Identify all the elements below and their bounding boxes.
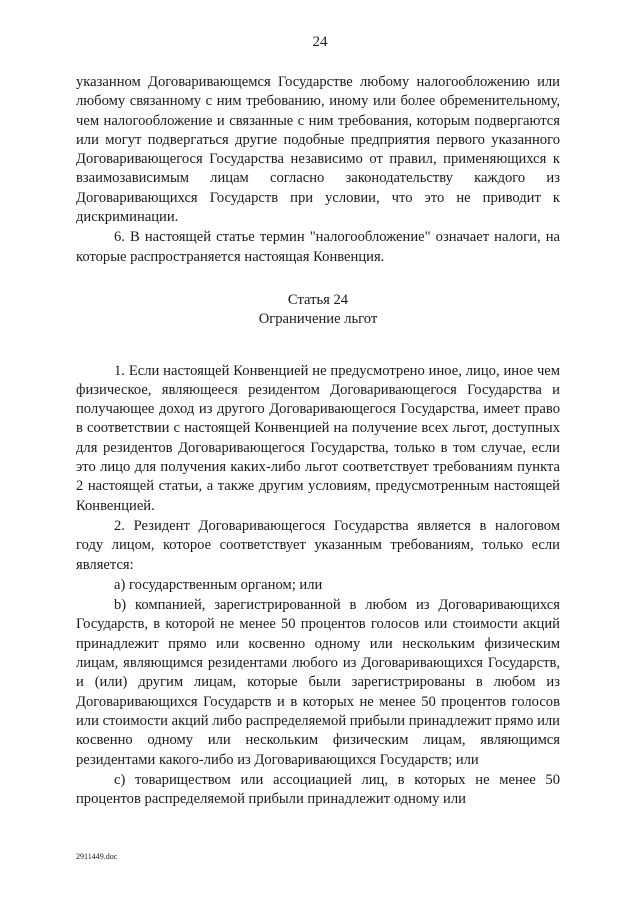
article-number: Статья 24 [287,291,349,308]
paragraph-2: 2. Резидент Договаривающегося Государства является в налоговом году лицом, которое соответствует указанным требованиям, только если является: [76,517,560,573]
document-filename: 2911449.doc [76,852,118,861]
paragraph-1: 1. Если настоящей Конвенцией не предусмотрено иное, лицо, иное чем физическое, являющееся резидентом Договаривающегося Государства и получающее доход из другого Договаривающегося Государства, имеет право в соответствии с настоящей Конвенцией на получение всех льгот, доступных для резидентов Договаривающегося Государства, только в том случае, если это лицо для получения каких-либо льгот соответствует требованиям пункта 2 настоящей статьи, а также другим условиям, предусмотренным настоящей Конвенцией. [76,362,560,514]
page-number: 24 [312,34,328,50]
article-title: Ограничение льгот [258,311,378,328]
paragraph-continuation: указанном Договаривающемся Государстве любому налогообложению или любому связанному с ним требованию, иному или более обременительному, чем налогообложение и связанные с ним требования, которым подвергаются или могут подвергаться другие подобные предприятия первого указанного Договаривающегося Государства независимо от правил, применяющихся к взаимозависимым лицам согласно законодательству каждого из Договаривающихся Государств при условии, что это не приводит к дискриминации. [76,74,560,226]
paragraph-6: 6. В настоящей статье термин "налогообложение" означает налоги, на которые распространяется настоящая Конвенция. [76,229,560,265]
subparagraph-a: a) государственным органом; или [114,576,323,593]
subparagraph-b: b) компанией, зарегистрированной в любом из Договаривающихся Государств, в которой не менее 50 процентов голосов или стоимости акций принадлежит прямо или косвенно одному или нескольким физическим лицам, являющимся резидентами любого из Договаривающихся Государств, и (или) другим лицам, которые были зарегистрированы в любом из Договаривающихся Государств и в которых не менее 50 процентов голосов или стоимости акций либо распределяемой прибыли принадлежит прямо или косвенно одному или нескольким физическим лицам, являющимся резидентами какого-либо из Договаривающихся Государств; или [76,597,560,768]
page-body [76,73,560,809]
subparagraph-c: c) товариществом или ассоциацией лиц, в которых не менее 50 процентов распределяемой прибыли принадлежит одному или [76,771,560,808]
